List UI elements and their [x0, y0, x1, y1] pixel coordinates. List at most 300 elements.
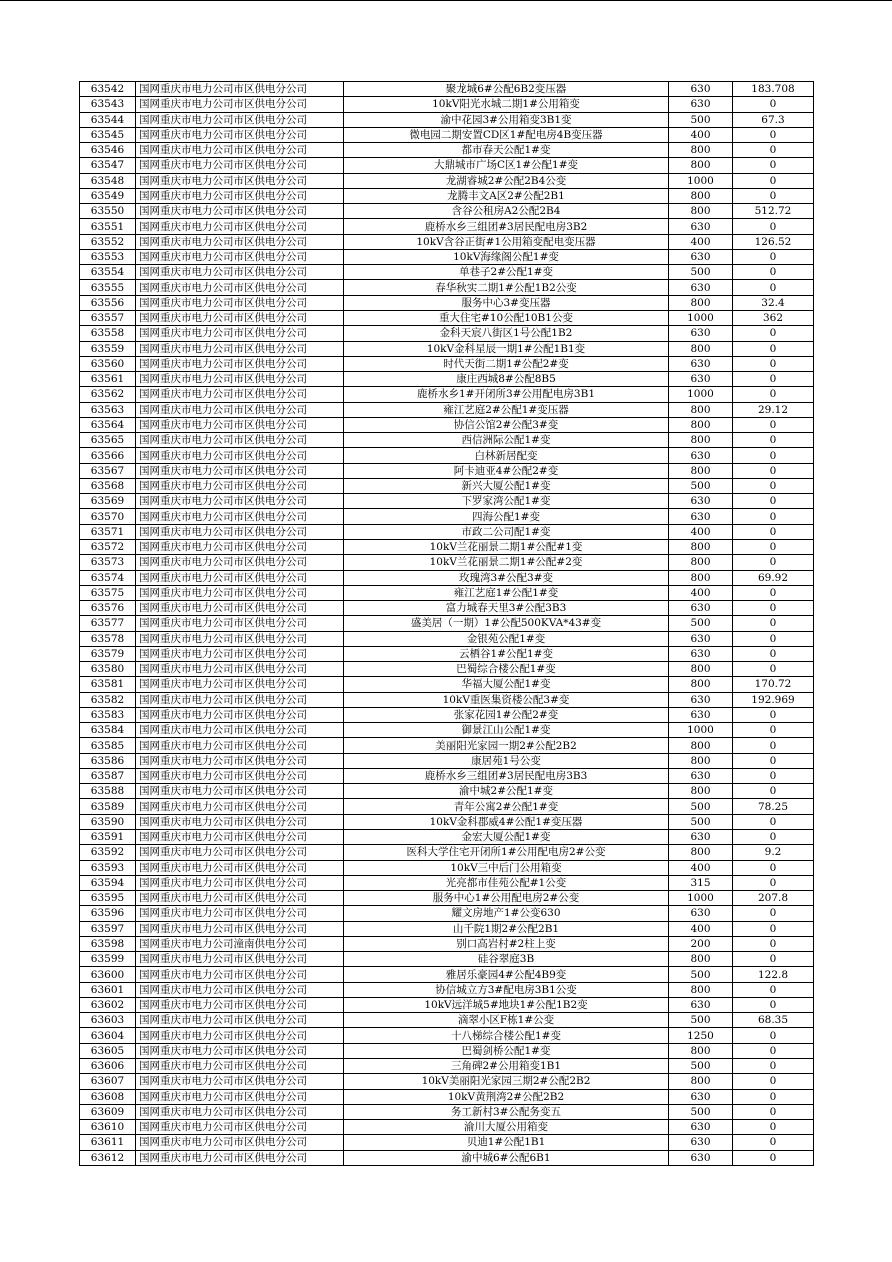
table-row [80, 402, 814, 417]
row-id-cell: 63572 [80, 539, 136, 554]
table-row [80, 1150, 814, 1165]
equipment-name-cell: 下罗家湾公配1#变 [344, 494, 669, 509]
capacity-cell: 1000 [669, 387, 733, 402]
value-cell: 207.8 [733, 891, 814, 906]
table-row [80, 677, 814, 692]
org-cell: 国网重庆市电力公司市区供电分公司 [136, 1043, 344, 1058]
top-rule [0, 0, 892, 1]
capacity-cell: 630 [669, 631, 733, 646]
value-cell: 0 [733, 158, 814, 173]
row-id-cell: 63598 [80, 936, 136, 951]
capacity-cell: 800 [669, 662, 733, 677]
table-row [80, 601, 814, 616]
row-id-cell: 63579 [80, 646, 136, 661]
row-id-cell: 63568 [80, 478, 136, 493]
value-cell: 0 [733, 707, 814, 722]
org-cell: 国网重庆市电力公司市区供电分公司 [136, 112, 344, 127]
table-row [80, 845, 814, 860]
row-id-cell: 63605 [80, 1043, 136, 1058]
equipment-name-cell: 10kV黄荆湾2#公配2B2 [344, 1089, 669, 1104]
row-id-cell: 63603 [80, 1013, 136, 1028]
capacity-cell: 630 [669, 219, 733, 234]
row-id-cell: 63589 [80, 799, 136, 814]
org-cell: 国网重庆市电力公司市区供电分公司 [136, 601, 344, 616]
row-id-cell: 63611 [80, 1135, 136, 1150]
capacity-cell: 630 [669, 356, 733, 371]
table-row [80, 646, 814, 661]
table-row [80, 417, 814, 432]
value-cell: 0 [733, 738, 814, 753]
capacity-cell: 800 [669, 143, 733, 158]
equipment-name-cell: 巴蜀剑桥公配1#变 [344, 1043, 669, 1058]
row-id-cell: 63578 [80, 631, 136, 646]
org-cell: 国网重庆市电力公司市区供电分公司 [136, 967, 344, 982]
org-cell: 国网重庆市电力公司市区供电分公司 [136, 341, 344, 356]
table-row [80, 1120, 814, 1135]
table-row [80, 555, 814, 570]
capacity-cell: 500 [669, 112, 733, 127]
table-row [80, 249, 814, 264]
row-id-cell: 63571 [80, 524, 136, 539]
row-id-cell: 63580 [80, 662, 136, 677]
row-id-cell: 63566 [80, 448, 136, 463]
table-row [80, 753, 814, 768]
value-cell: 68.35 [733, 1013, 814, 1028]
value-cell: 0 [733, 173, 814, 188]
table-row [80, 570, 814, 585]
equipment-name-cell: 巴蜀综合楼公配1#变 [344, 662, 669, 677]
table-row [80, 1059, 814, 1074]
equipment-name-cell: 硅谷翠庭3B [344, 952, 669, 967]
row-id-cell: 63587 [80, 768, 136, 783]
equipment-name-cell: 10kV三中后门公用箱变 [344, 860, 669, 875]
org-cell: 国网重庆市电力公司市区供电分公司 [136, 570, 344, 585]
row-id-cell: 63544 [80, 112, 136, 127]
org-cell: 国网重庆市电力公司市区供电分公司 [136, 845, 344, 860]
equipment-name-cell: 医科大学住宅开闭所1#公用配电房2#公变 [344, 845, 669, 860]
org-cell: 国网重庆市电力公司市区供电分公司 [136, 402, 344, 417]
row-id-cell: 63586 [80, 753, 136, 768]
table-row [80, 799, 814, 814]
capacity-cell: 800 [669, 539, 733, 554]
org-cell: 国网重庆市电力公司潼南供电分公司 [136, 936, 344, 951]
equipment-name-cell: 玫瑰湾3#公配3#变 [344, 570, 669, 585]
table-row [80, 1013, 814, 1028]
table-row [80, 143, 814, 158]
capacity-cell: 315 [669, 875, 733, 890]
value-cell: 0 [733, 982, 814, 997]
capacity-cell: 630 [669, 372, 733, 387]
org-cell: 国网重庆市电力公司市区供电分公司 [136, 585, 344, 600]
equipment-name-cell: 雅居乐豪园4#公配4B9变 [344, 967, 669, 982]
org-cell: 国网重庆市电力公司市区供电分公司 [136, 1089, 344, 1104]
row-id-cell: 63557 [80, 310, 136, 325]
org-cell: 国网重庆市电力公司市区供电分公司 [136, 891, 344, 906]
table-row [80, 433, 814, 448]
row-id-cell: 63575 [80, 585, 136, 600]
value-cell: 0 [733, 768, 814, 783]
capacity-cell: 500 [669, 967, 733, 982]
capacity-cell: 500 [669, 478, 733, 493]
value-cell: 0 [733, 1150, 814, 1165]
table-row [80, 860, 814, 875]
capacity-cell: 800 [669, 417, 733, 432]
table-row [80, 1104, 814, 1119]
org-cell: 国网重庆市电力公司市区供电分公司 [136, 616, 344, 631]
row-id-cell: 63561 [80, 372, 136, 387]
row-id-cell: 63601 [80, 982, 136, 997]
equipment-name-cell: 十八梯综合楼公配1#变 [344, 1028, 669, 1043]
table-row [80, 204, 814, 219]
row-id-cell: 63547 [80, 158, 136, 173]
capacity-cell: 1000 [669, 891, 733, 906]
value-cell: 0 [733, 265, 814, 280]
equipment-name-cell: 白林新居配变 [344, 448, 669, 463]
capacity-cell: 630 [669, 646, 733, 661]
org-cell: 国网重庆市电力公司市区供电分公司 [136, 982, 344, 997]
table-row [80, 891, 814, 906]
table-row [80, 478, 814, 493]
equipment-name-cell: 金宏大厦公配1#变 [344, 830, 669, 845]
capacity-cell: 800 [669, 784, 733, 799]
capacity-cell: 500 [669, 616, 733, 631]
org-cell: 国网重庆市电力公司市区供电分公司 [136, 417, 344, 432]
equipment-name-cell: 康庄西城8#公配8B5 [344, 372, 669, 387]
capacity-cell: 630 [669, 1120, 733, 1135]
equipment-name-cell: 10kV海缘阁公配1#变 [344, 249, 669, 264]
org-cell: 国网重庆市电力公司市区供电分公司 [136, 1059, 344, 1074]
value-cell: 67.3 [733, 112, 814, 127]
row-id-cell: 63554 [80, 265, 136, 280]
capacity-cell: 200 [669, 936, 733, 951]
org-cell: 国网重庆市电力公司市区供电分公司 [136, 768, 344, 783]
org-cell: 国网重庆市电力公司市区供电分公司 [136, 509, 344, 524]
org-cell: 国网重庆市电力公司市区供电分公司 [136, 524, 344, 539]
table-row [80, 158, 814, 173]
capacity-cell: 800 [669, 753, 733, 768]
table-row [80, 585, 814, 600]
row-id-cell: 63588 [80, 784, 136, 799]
equipment-name-cell: 云栖谷1#公配1#变 [344, 646, 669, 661]
equipment-name-cell: 10kV兰花丽景二期1#公配#1变 [344, 539, 669, 554]
capacity-cell: 630 [669, 249, 733, 264]
capacity-cell: 400 [669, 127, 733, 142]
equipment-name-cell: 新兴大厦公配1#变 [344, 478, 669, 493]
capacity-cell: 500 [669, 814, 733, 829]
table-row [80, 1074, 814, 1089]
value-cell: 0 [733, 509, 814, 524]
equipment-name-cell: 鹿桥水乡1#开闭所3#公用配电房3B1 [344, 387, 669, 402]
org-cell: 国网重庆市电力公司市区供电分公司 [136, 127, 344, 142]
row-id-cell: 63551 [80, 219, 136, 234]
equipment-name-cell: 10kV含谷正街#1公用箱变配电变压器 [344, 234, 669, 249]
org-cell: 国网重庆市电力公司市区供电分公司 [136, 707, 344, 722]
table-row [80, 1135, 814, 1150]
org-cell: 国网重庆市电力公司市区供电分公司 [136, 1074, 344, 1089]
capacity-cell: 400 [669, 585, 733, 600]
capacity-cell: 800 [669, 738, 733, 753]
table-row [80, 341, 814, 356]
capacity-cell: 800 [669, 1043, 733, 1058]
equipment-name-cell: 贝迪1#公配1B1 [344, 1135, 669, 1150]
row-id-cell: 63596 [80, 906, 136, 921]
equipment-name-cell: 三角碑2#公用箱变1B1 [344, 1059, 669, 1074]
table-row [80, 295, 814, 310]
row-id-cell: 63574 [80, 570, 136, 585]
value-cell: 170.72 [733, 677, 814, 692]
equipment-name-cell: 10kV重医集资楼公配3#变 [344, 692, 669, 707]
capacity-cell: 800 [669, 295, 733, 310]
value-cell: 0 [733, 97, 814, 112]
row-id-cell: 63590 [80, 814, 136, 829]
capacity-cell: 630 [669, 494, 733, 509]
value-cell: 0 [733, 646, 814, 661]
value-cell: 0 [733, 921, 814, 936]
equipment-name-cell: 美丽阳光家园一期2#公配2B2 [344, 738, 669, 753]
capacity-cell: 630 [669, 1150, 733, 1165]
org-cell: 国网重庆市电力公司市区供电分公司 [136, 188, 344, 203]
table-row [80, 692, 814, 707]
org-cell: 国网重庆市电力公司市区供电分公司 [136, 478, 344, 493]
row-id-cell: 63543 [80, 97, 136, 112]
equipment-name-cell: 服务中心1#公用配电房2#公变 [344, 891, 669, 906]
table-row [80, 387, 814, 402]
row-id-cell: 63585 [80, 738, 136, 753]
org-cell: 国网重庆市电力公司市区供电分公司 [136, 326, 344, 341]
table-row [80, 1028, 814, 1043]
equipment-name-cell: 10kV美丽阳光家园三期2#公配2B2 [344, 1074, 669, 1089]
org-cell: 国网重庆市电力公司市区供电分公司 [136, 494, 344, 509]
equipment-name-cell: 都市春天公配1#变 [344, 143, 669, 158]
value-cell: 0 [733, 631, 814, 646]
equipment-name-cell: 青年公寓2#公配1#变 [344, 799, 669, 814]
table-row [80, 280, 814, 295]
equipment-name-cell: 协信城立方3#配电房3B1公变 [344, 982, 669, 997]
equipment-name-cell: 10kV金科郡威4#公配1#变压器 [344, 814, 669, 829]
equipment-name-cell: 渝中花园3#公用箱变3B1变 [344, 112, 669, 127]
value-cell: 32.4 [733, 295, 814, 310]
table-row [80, 906, 814, 921]
table-row [80, 616, 814, 631]
capacity-cell: 1000 [669, 723, 733, 738]
row-id-cell: 63560 [80, 356, 136, 371]
value-cell: 0 [733, 936, 814, 951]
capacity-cell: 400 [669, 860, 733, 875]
capacity-cell: 1000 [669, 173, 733, 188]
row-id-cell: 63597 [80, 921, 136, 936]
org-cell: 国网重庆市电力公司市区供电分公司 [136, 372, 344, 387]
equipment-name-cell: 含谷公租房A2公配2B4 [344, 204, 669, 219]
capacity-cell: 1000 [669, 310, 733, 325]
equipment-name-cell: 富力城春天里3#公配3B3 [344, 601, 669, 616]
org-cell: 国网重庆市电力公司市区供电分公司 [136, 387, 344, 402]
row-id-cell: 63594 [80, 875, 136, 890]
equipment-name-cell: 金科天宸八街区1号公配1B2 [344, 326, 669, 341]
capacity-cell: 800 [669, 158, 733, 173]
value-cell: 0 [733, 1120, 814, 1135]
table-row [80, 784, 814, 799]
equipment-name-cell: 10kV远洋城5#地块1#公配1B2变 [344, 997, 669, 1012]
value-cell: 0 [733, 417, 814, 432]
equipment-name-cell: 龙湖睿城2#公配2B4公变 [344, 173, 669, 188]
row-id-cell: 63576 [80, 601, 136, 616]
org-cell: 国网重庆市电力公司市区供电分公司 [136, 860, 344, 875]
value-cell: 0 [733, 188, 814, 203]
table-row [80, 768, 814, 783]
row-id-cell: 63545 [80, 127, 136, 142]
org-cell: 国网重庆市电力公司市区供电分公司 [136, 539, 344, 554]
table-row [80, 952, 814, 967]
row-id-cell: 63570 [80, 509, 136, 524]
org-cell: 国网重庆市电力公司市区供电分公司 [136, 723, 344, 738]
row-id-cell: 63564 [80, 417, 136, 432]
org-cell: 国网重庆市电力公司市区供电分公司 [136, 1028, 344, 1043]
org-cell: 国网重庆市电力公司市区供电分公司 [136, 952, 344, 967]
value-cell: 0 [733, 555, 814, 570]
table-row [80, 310, 814, 325]
row-id-cell: 63610 [80, 1120, 136, 1135]
table-body [80, 82, 814, 1166]
org-cell: 国网重庆市电力公司市区供电分公司 [136, 799, 344, 814]
equipment-name-cell: 10kV兰花丽景二期1#公配#2变 [344, 555, 669, 570]
capacity-cell: 500 [669, 1013, 733, 1028]
org-cell: 国网重庆市电力公司市区供电分公司 [136, 830, 344, 845]
table-row [80, 921, 814, 936]
value-cell: 0 [733, 585, 814, 600]
table-row [80, 723, 814, 738]
table-row [80, 509, 814, 524]
equipment-name-cell: 光亮都市佳苑公配#1公变 [344, 875, 669, 890]
equipment-name-cell: 耀文房地产1#公变630 [344, 906, 669, 921]
capacity-cell: 800 [669, 845, 733, 860]
org-cell: 国网重庆市电力公司市区供电分公司 [136, 448, 344, 463]
capacity-cell: 800 [669, 341, 733, 356]
table-row [80, 875, 814, 890]
org-cell: 国网重庆市电力公司市区供电分公司 [136, 295, 344, 310]
org-cell: 国网重庆市电力公司市区供电分公司 [136, 463, 344, 478]
org-cell: 国网重庆市电力公司市区供电分公司 [136, 692, 344, 707]
org-cell: 国网重庆市电力公司市区供电分公司 [136, 677, 344, 692]
row-id-cell: 63583 [80, 707, 136, 722]
value-cell: 512.72 [733, 204, 814, 219]
org-cell: 国网重庆市电力公司市区供电分公司 [136, 310, 344, 325]
org-cell: 国网重庆市电力公司市区供电分公司 [136, 1013, 344, 1028]
equipment-name-cell: 鹿桥水乡三组团#3居民配电房3B2 [344, 219, 669, 234]
table-row [80, 219, 814, 234]
table-row [80, 265, 814, 280]
row-id-cell: 63553 [80, 249, 136, 264]
equipment-name-cell: 聚龙城6#公配6B2变压器 [344, 82, 669, 97]
value-cell: 0 [733, 478, 814, 493]
value-cell: 0 [733, 1104, 814, 1119]
capacity-cell: 800 [669, 677, 733, 692]
row-id-cell: 63549 [80, 188, 136, 203]
capacity-cell: 800 [669, 204, 733, 219]
equipment-name-cell: 重大住宅#10公配10B1公变 [344, 310, 669, 325]
value-cell: 362 [733, 310, 814, 325]
equipment-name-cell: 盛美居（一期）1#公配500KVA*43#变 [344, 616, 669, 631]
capacity-cell: 630 [669, 448, 733, 463]
capacity-cell: 630 [669, 326, 733, 341]
equipment-name-cell: 雍江艺庭2#公配1#变压器 [344, 402, 669, 417]
value-cell: 0 [733, 219, 814, 234]
equipment-name-cell: 10kV金科星辰一期1#公配1B1变 [344, 341, 669, 356]
org-cell: 国网重庆市电力公司市区供电分公司 [136, 1135, 344, 1150]
value-cell: 192.969 [733, 692, 814, 707]
org-cell: 国网重庆市电力公司市区供电分公司 [136, 280, 344, 295]
value-cell: 0 [733, 433, 814, 448]
equipment-name-cell: 四海公配1#变 [344, 509, 669, 524]
capacity-cell: 800 [669, 402, 733, 417]
value-cell: 0 [733, 1059, 814, 1074]
capacity-cell: 800 [669, 188, 733, 203]
org-cell: 国网重庆市电力公司市区供电分公司 [136, 662, 344, 677]
org-cell: 国网重庆市电力公司市区供电分公司 [136, 906, 344, 921]
table-row [80, 524, 814, 539]
row-id-cell: 63563 [80, 402, 136, 417]
row-id-cell: 63604 [80, 1028, 136, 1043]
equipment-name-cell: 金银苑公配1#变 [344, 631, 669, 646]
capacity-cell: 500 [669, 265, 733, 280]
equipment-name-cell: 务工新村3#公配务变五 [344, 1104, 669, 1119]
equipment-name-cell: 渝中城2#公配1#变 [344, 784, 669, 799]
org-cell: 国网重庆市电力公司市区供电分公司 [136, 249, 344, 264]
equipment-name-cell: 微电园二期安置CD区1#配电房4B变压器 [344, 127, 669, 142]
equipment-name-cell: 华福大厦公配1#变 [344, 677, 669, 692]
transformer-table [79, 81, 814, 1166]
capacity-cell: 800 [669, 555, 733, 570]
row-id-cell: 63607 [80, 1074, 136, 1089]
row-id-cell: 63599 [80, 952, 136, 967]
equipment-name-cell: 大鼎城市广场C区1#公配1#变 [344, 158, 669, 173]
table-row [80, 936, 814, 951]
row-id-cell: 63592 [80, 845, 136, 860]
row-id-cell: 63584 [80, 723, 136, 738]
value-cell: 0 [733, 448, 814, 463]
equipment-name-cell: 10kV阳光水城二期1#公用箱变 [344, 97, 669, 112]
value-cell: 0 [733, 875, 814, 890]
row-id-cell: 63581 [80, 677, 136, 692]
table-row [80, 494, 814, 509]
value-cell: 0 [733, 1074, 814, 1089]
value-cell: 122.8 [733, 967, 814, 982]
org-cell: 国网重庆市电力公司市区供电分公司 [136, 234, 344, 249]
table-row [80, 1089, 814, 1104]
value-cell: 0 [733, 830, 814, 845]
org-cell: 国网重庆市电力公司市区供电分公司 [136, 97, 344, 112]
equipment-name-cell: 西信洲际公配1#变 [344, 433, 669, 448]
equipment-name-cell: 单巷子2#公配1#变 [344, 265, 669, 280]
row-id-cell: 63550 [80, 204, 136, 219]
equipment-name-cell: 渝中城6#公配6B1 [344, 1150, 669, 1165]
table-row [80, 188, 814, 203]
equipment-name-cell: 张家花园1#公配2#变 [344, 707, 669, 722]
row-id-cell: 63573 [80, 555, 136, 570]
row-id-cell: 63569 [80, 494, 136, 509]
value-cell: 0 [733, 997, 814, 1012]
row-id-cell: 63591 [80, 830, 136, 845]
org-cell: 国网重庆市电力公司市区供电分公司 [136, 555, 344, 570]
capacity-cell: 400 [669, 524, 733, 539]
capacity-cell: 500 [669, 1059, 733, 1074]
row-id-cell: 63612 [80, 1150, 136, 1165]
equipment-name-cell: 市政二公司配1#变 [344, 524, 669, 539]
org-cell: 国网重庆市电力公司市区供电分公司 [136, 921, 344, 936]
row-id-cell: 63556 [80, 295, 136, 310]
org-cell: 国网重庆市电力公司市区供电分公司 [136, 356, 344, 371]
row-id-cell: 63593 [80, 860, 136, 875]
row-id-cell: 63602 [80, 997, 136, 1012]
